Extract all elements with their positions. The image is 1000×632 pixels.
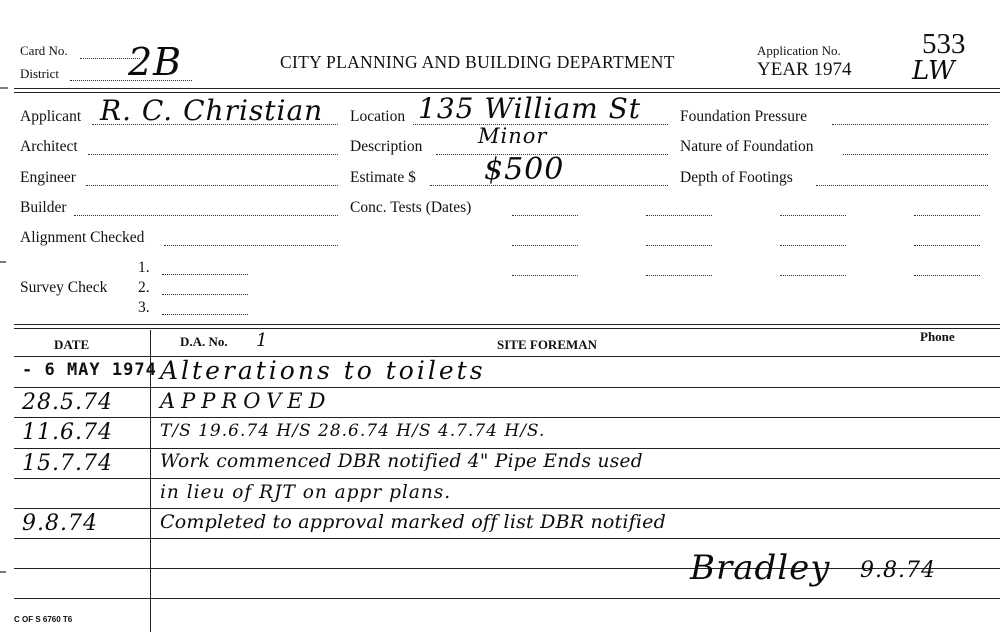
survey-item-2: 2. — [138, 279, 150, 296]
engineer-label: Engineer — [20, 169, 76, 186]
location-label: Location — [350, 108, 406, 125]
department-title: CITY PLANNING AND BUILDING DEPARTMENT — [280, 52, 675, 72]
log-date: 15.7.74 — [22, 451, 113, 476]
foundation-pressure-label: Foundation Pressure — [680, 108, 808, 125]
conc-tests-label: Conc. Tests (Dates) — [350, 199, 472, 216]
form-code: C OF S 6760 T6 — [14, 615, 73, 624]
log-entry: T/S 19.6.74 H/S 28.6.74 H/S 4.7.74 H/S. — [160, 421, 546, 441]
depth-footings-label: Depth of Footings — [680, 169, 793, 186]
log-entry: Completed to approval marked off list DBR notified — [160, 511, 666, 533]
signature-date: 9.8.74 — [860, 558, 936, 583]
log-date: - 6 MAY 1974 — [22, 360, 157, 380]
log-entry: Alterations to toilets — [160, 356, 486, 385]
initials: LW — [912, 56, 956, 86]
da-no-value: 1 — [256, 330, 269, 351]
survey-item-3: 3. — [138, 299, 150, 316]
architect-label: Architect — [20, 138, 78, 155]
location-value: 135 William St — [418, 92, 642, 125]
description-value: Minor — [478, 124, 548, 148]
da-no-header: D.A. No. — [180, 334, 228, 349]
application-number: 533 — [922, 28, 966, 60]
nature-foundation-label: Nature of Foundation — [680, 138, 814, 155]
application-no-label: Application No. — [757, 43, 841, 58]
applicant-value: R. C. Christian — [100, 94, 324, 127]
estimate-label: Estimate $ — [350, 169, 416, 186]
card-no-label: Card No. — [20, 43, 68, 58]
builder-label: Builder — [20, 199, 67, 216]
log-entry: in lieu of RJT on appr plans. — [160, 482, 452, 503]
district-value: 2B — [128, 40, 183, 84]
log-date: 9.8.74 — [22, 511, 98, 536]
log-entry: APPROVED — [160, 389, 332, 413]
description-label: Description — [350, 138, 423, 155]
phone-header: Phone — [920, 329, 955, 344]
year-label: YEAR 1974 — [757, 59, 852, 80]
signature: Bradley — [690, 548, 831, 588]
survey-check-label: Survey Check — [20, 279, 108, 296]
site-foreman-header: SITE FOREMAN — [497, 337, 598, 352]
applicant-label: Applicant — [20, 108, 82, 125]
log-entry: Work commenced DBR notified 4" Pipe Ends used — [160, 451, 643, 472]
log-date: 11.6.74 — [22, 420, 113, 445]
log-date: 28.5.74 — [22, 390, 113, 415]
alignment-checked-label: Alignment Checked — [20, 229, 145, 246]
date-header: DATE — [54, 337, 90, 352]
district-label: District — [20, 66, 59, 81]
estimate-value: $500 — [484, 152, 565, 187]
survey-item-1: 1. — [138, 259, 150, 276]
